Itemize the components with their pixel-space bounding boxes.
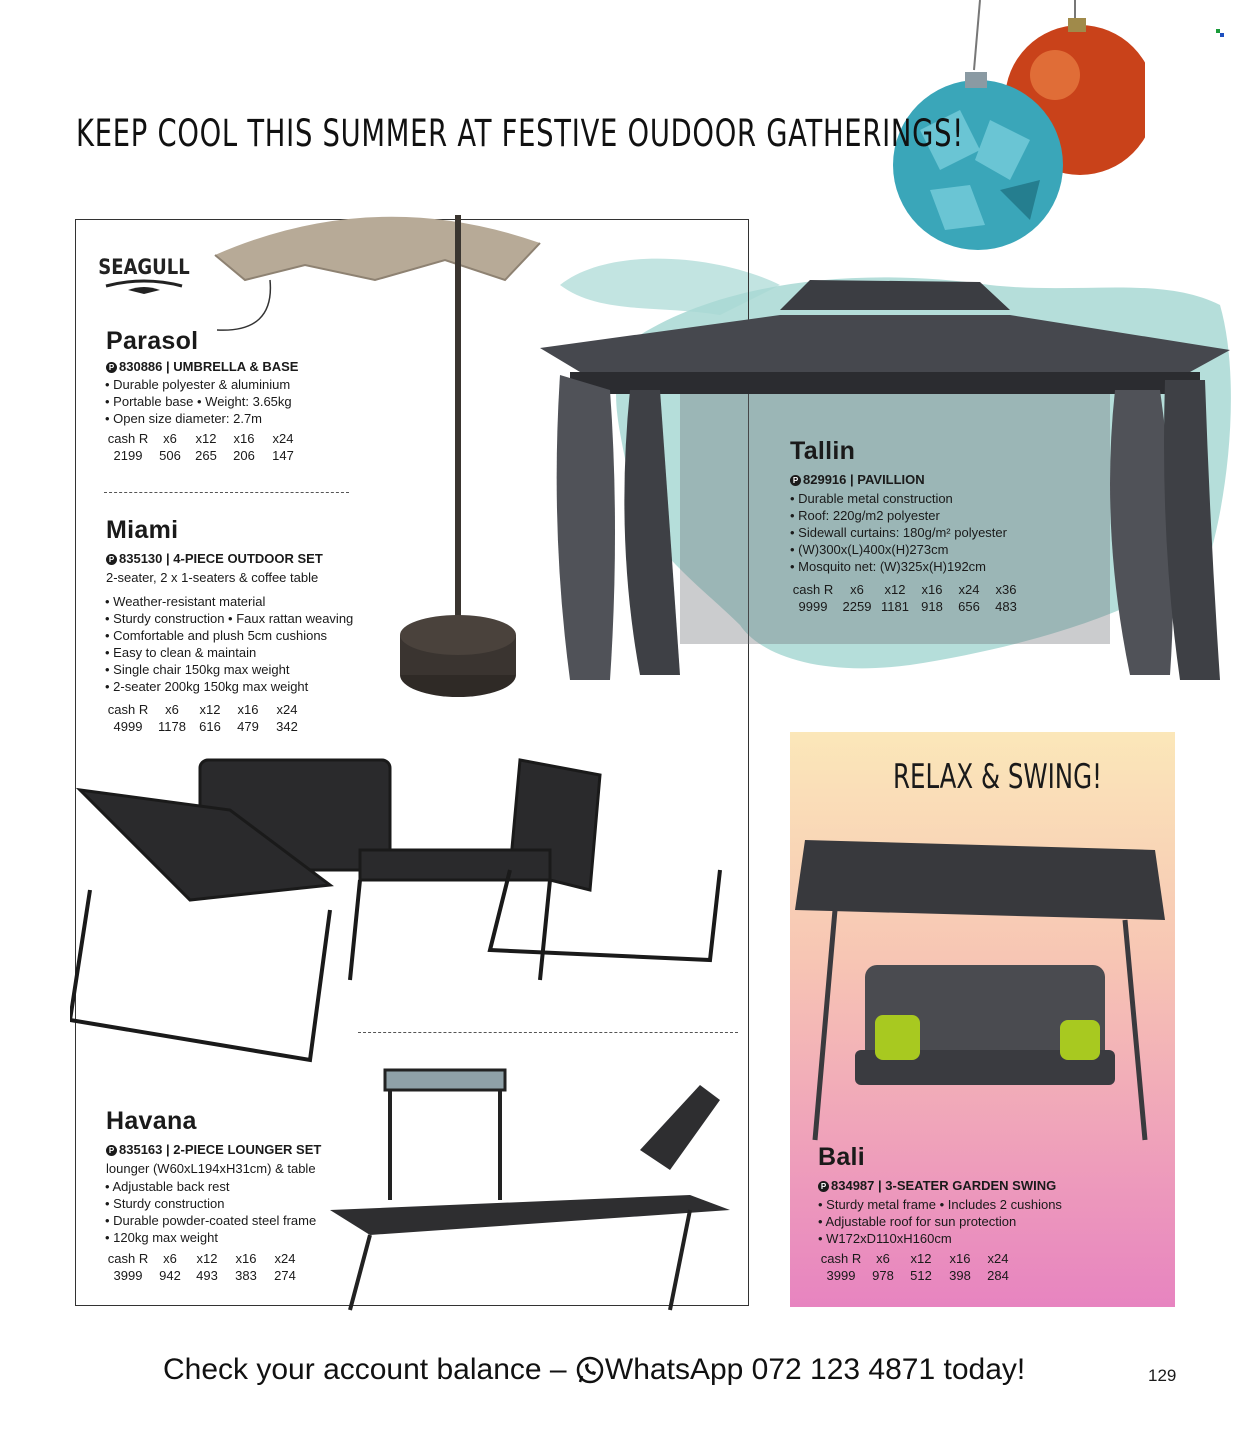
product-code-icon: P — [818, 1181, 829, 1192]
feature-line: • Adjustable back rest — [105, 1179, 230, 1194]
havana-subtitle: lounger (W60xL194xH31cm) & table — [106, 1161, 316, 1176]
bali-tagline: RELAX & SWING! — [893, 757, 1102, 797]
price-header: x24 — [987, 1251, 1009, 1266]
price-value: 978 — [872, 1268, 894, 1283]
price-header: x12 — [199, 702, 221, 717]
price-value: 274 — [274, 1268, 296, 1283]
feature-line: • Weather-resistant material — [105, 594, 266, 609]
price-value: 483 — [995, 599, 1017, 614]
bali-name: Bali — [818, 1143, 866, 1171]
miami-name: Miami — [106, 516, 179, 544]
product-code-icon: P — [106, 554, 117, 565]
price-header: x12 — [884, 582, 906, 597]
price-value: 942 — [159, 1268, 181, 1283]
miami-code-line: P 835130 | 4-PIECE OUTDOOR SET — [106, 551, 323, 566]
feature-line: • Comfortable and plush 5cm cushions — [105, 628, 328, 643]
price-value: 3999 — [826, 1268, 856, 1283]
price-value: 918 — [921, 599, 943, 614]
price-value: 1181 — [881, 599, 909, 614]
price-header: x24 — [958, 582, 980, 597]
price-value: 512 — [910, 1268, 932, 1283]
feature-line: • Portable base • Weight: 3.65kg — [105, 394, 292, 409]
price-value: 284 — [987, 1268, 1009, 1283]
price-value: 479 — [237, 719, 259, 734]
bali-code: 834987 — [831, 1178, 875, 1193]
feature-line: • Open size diameter: 2.7m — [105, 411, 263, 426]
feature-line: • Durable polyester & aluminium — [105, 377, 291, 392]
feature-line: • Sturdy metal frame • Includes 2 cushions — [818, 1197, 1062, 1212]
whatsapp-icon — [575, 1355, 605, 1385]
price-value: 2199 — [113, 448, 143, 463]
price-header: x12 — [196, 1251, 218, 1266]
feature-line: • Durable metal construction — [790, 491, 953, 506]
price-value: 383 — [235, 1268, 257, 1283]
miami-type: 4-PIECE OUTDOOR SET — [173, 551, 323, 566]
havana-name: Havana — [106, 1107, 197, 1135]
parasol-price-table — [104, 430, 302, 464]
feature-line: • 120kg max weight — [105, 1230, 218, 1245]
price-header: x16 — [233, 431, 255, 446]
price-value: 2259 — [842, 599, 872, 614]
price-value: 206 — [233, 448, 255, 463]
price-header: x24 — [272, 431, 294, 446]
price-value: 493 — [196, 1268, 218, 1283]
page-number: 129 — [1148, 1366, 1177, 1385]
feature-line: • (W)300x(L)400x(H)273cm — [790, 542, 949, 557]
bali-features — [818, 1196, 1062, 1247]
price-value: 342 — [276, 719, 298, 734]
price-value: 398 — [949, 1268, 971, 1283]
footer-cta — [163, 1353, 1025, 1387]
feature-line: • 2-seater 200kg 150kg max weight — [105, 679, 309, 694]
price-header: x16 — [237, 702, 259, 717]
price-header: x16 — [235, 1251, 257, 1266]
product-code-icon: P — [790, 475, 801, 486]
corner-mark-icon — [1216, 29, 1224, 37]
price-value: 506 — [159, 448, 181, 463]
svg-text:SEAGULL: SEAGULL — [98, 254, 190, 280]
bali-code-line: P 834987 | 3-SEATER GARDEN SWING — [818, 1178, 1056, 1193]
havana-code: 835163 — [119, 1142, 163, 1157]
price-value: 1178 — [158, 719, 186, 734]
miami-code: 835130 — [119, 551, 163, 566]
price-value: 616 — [199, 719, 221, 734]
feature-line: • Easy to clean & maintain — [105, 645, 257, 660]
price-header: cash R — [107, 431, 149, 446]
price-header: cash R — [107, 702, 149, 717]
seagull-logo — [98, 238, 190, 300]
feature-line: • Mosquito net: (W)325x(H)192cm — [790, 559, 987, 574]
price-header: x16 — [949, 1251, 971, 1266]
price-header: x12 — [910, 1251, 932, 1266]
bali-type: 3-SEATER GARDEN SWING — [885, 1178, 1057, 1193]
miami-subtitle: 2-seater, 2 x 1-seaters & coffee table — [106, 570, 319, 585]
tallin-name: Tallin — [790, 437, 856, 465]
havana-type: 2-PIECE LOUNGER SET — [173, 1142, 322, 1157]
havana-features — [105, 1178, 316, 1246]
price-header: x6 — [850, 582, 864, 597]
bali-price-table — [817, 1250, 1017, 1284]
price-header: x24 — [274, 1251, 296, 1266]
parasol-type: UMBRELLA & BASE — [173, 359, 299, 374]
tallin-type: PAVILLION — [857, 472, 925, 487]
price-header: cash R — [792, 582, 834, 597]
product-code-icon: P — [106, 1145, 117, 1156]
parasol-code: 830886 — [119, 359, 163, 374]
price-header: x12 — [195, 431, 217, 446]
divider-dashed — [104, 492, 349, 493]
tallin-features — [790, 490, 1007, 575]
price-value: 9999 — [798, 599, 828, 614]
parasol-pointer-line — [215, 278, 275, 338]
feature-line: • Adjustable roof for sun protection — [818, 1214, 1017, 1229]
price-value: 265 — [195, 448, 217, 463]
price-header: x6 — [163, 1251, 177, 1266]
tallin-code-line: P 829916 | PAVILLION — [790, 472, 925, 487]
price-header: x36 — [995, 582, 1017, 597]
price-value: 656 — [958, 599, 980, 614]
price-header: cash R — [107, 1251, 149, 1266]
feature-line: • Durable powder-coated steel frame — [105, 1213, 317, 1228]
feature-line: • Sturdy construction — [105, 1196, 225, 1211]
parasol-features — [105, 376, 292, 427]
feature-line: • Single chair 150kg max weight — [105, 662, 290, 677]
price-value: 147 — [272, 448, 294, 463]
havana-price-table — [104, 1250, 304, 1284]
price-header: x16 — [921, 582, 943, 597]
miami-features — [105, 593, 353, 695]
havana-lounger-image — [310, 1060, 740, 1320]
price-value: 4999 — [113, 719, 143, 734]
miami-price-table — [104, 701, 306, 735]
feature-line: • Sturdy construction • Faux rattan weaving — [105, 611, 354, 626]
price-header: x6 — [876, 1251, 890, 1266]
price-header: cash R — [820, 1251, 862, 1266]
price-value: 3999 — [113, 1268, 143, 1283]
tallin-code: 829916 — [803, 472, 847, 487]
parasol-name: Parasol — [106, 327, 199, 355]
product-code-icon: P — [106, 362, 117, 373]
page-headline: KEEP COOL THIS SUMMER AT FESTIVE OUDOOR GATHERINGS! — [76, 112, 964, 155]
havana-code-line: P 835163 | 2-PIECE LOUNGER SET — [106, 1142, 321, 1157]
price-header: x6 — [165, 702, 179, 717]
feature-line: • W172xD110xH160cm — [818, 1231, 952, 1246]
footer-whatsapp[interactable]: WhatsApp 072 123 4871 today! — [604, 1353, 1026, 1386]
price-header: x6 — [163, 431, 177, 446]
miami-outdoor-set-image — [70, 750, 740, 1070]
footer-text-before: Check your account balance – — [163, 1353, 575, 1386]
tallin-price-table — [789, 581, 1025, 615]
price-header: x24 — [276, 702, 298, 717]
parasol-code-line: P 830886 | UMBRELLA & BASE — [106, 359, 298, 374]
feature-line: • Roof: 220g/m2 polyester — [790, 508, 940, 523]
feature-line: • Sidewall curtains: 180g/m² polyester — [790, 525, 1007, 540]
divider-dashed — [358, 1032, 738, 1033]
bali-swing-image — [795, 820, 1175, 1150]
